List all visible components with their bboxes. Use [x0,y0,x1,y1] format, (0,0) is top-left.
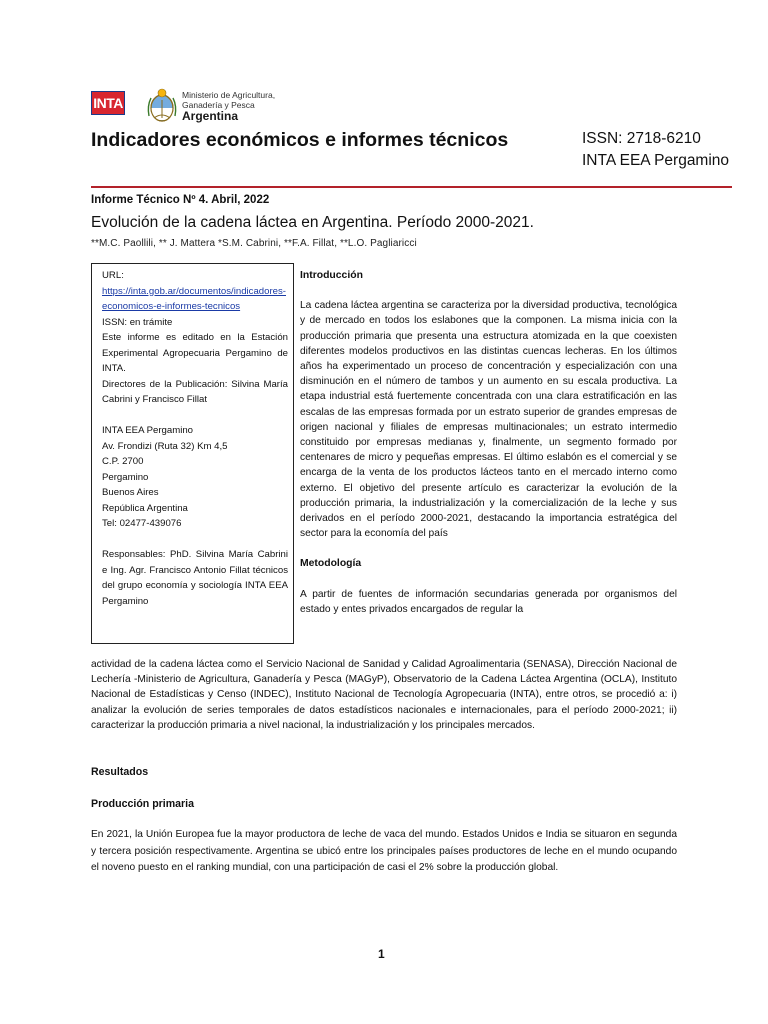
intro-column [300,268,677,617]
responsables: Responsables: PhD. Silvina María Cabrini e Ing. Agr. Francisco Antonio Fillat técnicos del grupo economía y sociología INTA EEA Pergamino [102,549,288,607]
argentina-coat-of-arms-icon [146,86,178,126]
intro-heading: Introducción [300,270,363,281]
issn-block [582,128,729,172]
address-street: Av. Frondizi (Ruta 32) Km 4,5 [102,440,228,452]
ministry-line1: Ministerio de Agricultura, [182,90,276,100]
page-title: Indicadores económicos e informes técnicos [91,129,509,151]
primary-production-heading: Producción primaria [91,798,195,810]
address-name: INTA EEA Pergamino [102,425,194,436]
results-heading: Resultados [91,766,149,778]
address-country: República Argentina [102,502,188,514]
page-number: 1 [378,947,385,961]
report-title: Evolución de la cadena láctea en Argentina. Período 2000-2021. [91,214,534,231]
address-tel: Tel: 02477-439076 [102,518,182,529]
issn: ISSN: 2718-6210 [582,130,701,147]
info-box-content [102,268,288,609]
methodology-heading: Metodología [300,558,362,570]
ministry-line2: Ganadería y Pesca [182,100,255,110]
header-divider [91,186,732,188]
directors: Directores de la Publicación: Silvina María Cabrini y Francisco Fillat [102,378,288,405]
intro-paragraph: La cadena láctea argentina se caracteriza por la diversidad productiva, tecnológica y de mercado en todos los eslabones que la componen. La misma inicia con la producción primaria que presenta una estructura atomizada en la que coexisten diferentes modelos productivos en las distintas cuencas lecheras. En los últimos años ha experimentado un proceso de concentración y especialización con una disminución en el número de tambos y un aumento en su escala productiva. La etapa industrial está fuertemente concentrada con una clara estratificación en las escalas de las empresas formada por un estrato superior de grandes empresas de origen nacional y filiales de empresas multinacionales; un estrato intermedio constituido por empresas medianas y, finalmente, un segmento formado por centenares de micro y pequeñas empresas. El último eslabón es el comercial y se encarga de la venta de los productos lácteos tanto en el mercado interno como externo. El objetivo del presente artículo es caracterizar la evolución de la producción primaria, la industrialización y la comercialización de la leche y sus derivados en el período 2000-2021, destacando la importancia estratégica del sector para la economía del país [300,300,677,540]
methodology-paragraph-start: A partir de fuentes de información secundarias generada por organismos del estado y entes privados encargados de regular la [300,588,677,615]
documents-link[interactable]: https://inta.gob.ar/documentos/indicadores-economicos-e-informes-tecnicos [102,285,286,312]
report-number: Informe Técnico Nº 4. Abril, 2022 [91,194,270,206]
address-cp: C.P. 2700 [102,456,144,467]
url-label: URL: [102,270,124,281]
ministry-logo-text [182,90,275,123]
methodology-paragraph-cont: actividad de la cadena láctea como el Servicio Nacional de Sanidad y Calidad Agroalimentaria (SENASA), Dirección Nacional de Lechería -Ministerio de Agricultura, Ganadería y Pesca (MAGyP), Observatorio de la Cadena Láctea Argentina (OCLA), Instituto Nacional de Estadísticas y Censo (INDEC), Instituto Nacional de Tecnología Agropecuaria (INTA), entre otros, se procedió a: i) analizar la evolución de series temporales de datos estadísticos nacionales e internacionales, para el período 2000-2021; ii) caracterizar la producción primaria a nivel nacional, la industrialización y los principales mercados. [91,659,677,731]
inta-logo: INTA [91,91,125,115]
authors: **M.C. Paollili, ** J. Mattera *S.M. Cabrini, **F.A. Fillat, **L.O. Pagliaricci [91,238,417,249]
issn-status: ISSN: en trámite [102,316,173,328]
ministry-country: Argentina [182,109,239,123]
station: INTA EEA Pergamino [582,152,730,169]
primary-production-paragraph: En 2021, la Unión Europea fue la mayor productora de leche de vaca del mundo. Estados Unidos e India se situaron en segunda y tercera posición respectivamente. Argentina se ubicó entre los principales países productores de leche en el mundo ocupando el noveno puesto en el ranking mundial, con una participación de casi el 2% sobre la producción global. [91,829,677,873]
address-city: Pergamino [102,471,149,483]
edited-note: Este informe es editado en la Estación Experimental Agropecuaria Pergamino de INTA. [102,332,288,374]
address-province: Buenos Aires [102,487,159,498]
